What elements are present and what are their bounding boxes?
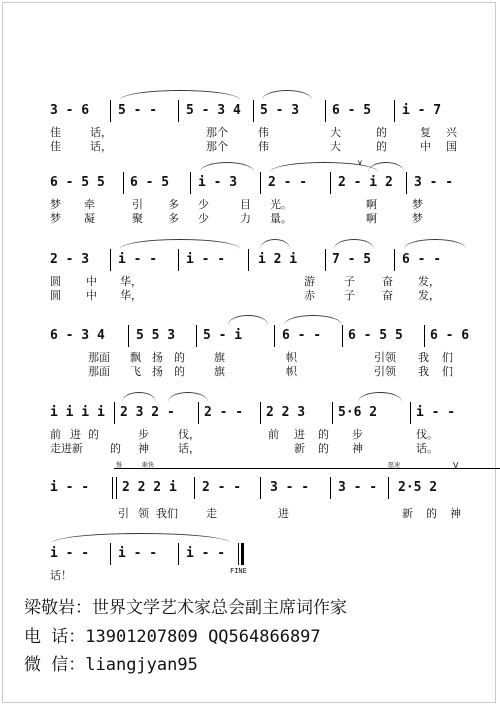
measure: 5 - 3 4 [186, 103, 241, 118]
lyric: 梦 [50, 198, 61, 211]
lyric: 飘 [130, 351, 141, 364]
measure: 5·6 2 [338, 405, 378, 420]
lyric: 游 [304, 275, 315, 288]
barline [196, 325, 197, 347]
barline [330, 477, 331, 499]
measure: 6 - 3 4 [50, 328, 105, 343]
measure: i - - [50, 546, 90, 561]
notes-row-6 [48, 477, 468, 499]
barline [110, 543, 111, 565]
lyric: 奋 [382, 289, 393, 302]
measure: i - - [50, 480, 90, 495]
lyric: 赤 [304, 289, 315, 302]
lyric: 凝 [84, 212, 95, 225]
phone-value: 13901207809 QQ564866897 [85, 627, 321, 647]
lyric: 圆 [50, 289, 61, 302]
lyric: 话！ [50, 569, 72, 582]
measure: i - - [186, 546, 226, 561]
barline [325, 249, 326, 271]
measure: i - - [118, 546, 158, 561]
breath-mark: ∨ [357, 158, 363, 167]
tempo-mark: 愿速 [388, 462, 401, 469]
lyric: 那面 [88, 365, 110, 378]
lyrics-row-1-verse-1 [48, 126, 468, 140]
barline [325, 100, 326, 122]
lyric: 引 [118, 507, 129, 520]
lyric: 我 [418, 351, 429, 364]
lyrics-row-4-verse-1 [48, 351, 468, 365]
measure: 2 3 2 - [120, 405, 175, 420]
lyric: 伐， [178, 428, 200, 441]
lyrics-row-5-verse-2 [48, 442, 468, 456]
lyric: 梦 [412, 198, 423, 211]
lyric: 多 [168, 212, 179, 225]
lyric: 神 [138, 442, 149, 455]
measure: 3 - 6 [50, 103, 90, 118]
lyrics-row-2-verse-1 [48, 198, 468, 212]
measure: i - 3 [198, 175, 238, 190]
lyric: 话， [90, 126, 112, 139]
lyric: 的 [318, 428, 329, 441]
lyric: 大 [330, 140, 341, 153]
measure: 2 - 3 [50, 252, 90, 267]
measure: i i i i [50, 405, 105, 420]
lyric: 少 [198, 212, 209, 225]
lyrics-row-7-verse-1 [48, 569, 468, 583]
lyric: 我们 [156, 507, 178, 520]
wechat-label: 微 信： [24, 655, 86, 675]
measure: 2 - - [202, 480, 242, 495]
lyric: 子 [344, 275, 355, 288]
measure: i - - [118, 252, 158, 267]
measure: 6 - 5 [130, 175, 170, 190]
measure: i 2 i [258, 252, 298, 267]
lyric: 兴 [446, 126, 457, 139]
measure: 2 - - [204, 405, 244, 420]
lyric: 梦 [412, 212, 423, 225]
lyric: 话。 [416, 442, 438, 455]
lyric: 的 [318, 442, 329, 455]
barline [110, 100, 111, 122]
lyric: 多 [168, 198, 179, 211]
lyric: 啊 [366, 212, 377, 225]
measure: 5 5 3 [136, 328, 176, 343]
barline [178, 100, 179, 122]
lyric: 新 [402, 507, 413, 520]
measure: i - - [186, 252, 226, 267]
barline [112, 477, 113, 499]
measure: 6 - 5 5 [348, 328, 403, 343]
lyric: 那个 [206, 140, 228, 153]
lyric: 力 [240, 212, 251, 225]
lyric: 大 [330, 126, 341, 139]
measure: i - - [416, 405, 456, 420]
barline [194, 477, 195, 499]
notes-row-1 [48, 100, 468, 122]
lyric: 进 [70, 428, 81, 441]
measure: 5 - 3 [260, 103, 300, 118]
lyric: 光。 [270, 198, 292, 211]
lyric: 引领 [374, 351, 396, 364]
measure: 6 - 6 [430, 328, 470, 343]
lyric: 神 [450, 507, 461, 520]
tempo-mark: 慢 [116, 462, 123, 469]
barline [178, 249, 179, 271]
lyric: 飞 [130, 365, 141, 378]
measure: 2·5 2 [398, 480, 438, 495]
barline [394, 100, 395, 122]
barline [406, 172, 407, 194]
lyric: 新 [294, 442, 305, 455]
lyric: 伟 [258, 140, 269, 153]
lyric: 我 [418, 365, 429, 378]
lyric: 伐。 [416, 428, 438, 441]
measure: 2 - - [268, 175, 308, 190]
lyric: 的 [110, 442, 121, 455]
wechat-value: liangjyan95 [85, 655, 198, 675]
lyric: 目 [240, 198, 251, 211]
breath-mark: V [453, 461, 459, 470]
tempo-mark: 渐快 [142, 462, 155, 469]
notes-row-3 [48, 249, 468, 271]
lyric: 奋 [382, 275, 393, 288]
lyric: 的 [376, 140, 387, 153]
barline [253, 100, 254, 122]
lyric: 旗 [214, 365, 225, 378]
volta-line [114, 468, 500, 469]
lyrics-row-3-verse-2 [48, 289, 468, 303]
lyric: 话， [178, 442, 200, 455]
barline [274, 325, 275, 347]
lyric: 发， [418, 289, 440, 302]
lyric: 引领 [374, 365, 396, 378]
measure: 7 - 5 [332, 252, 372, 267]
lyric: 梦 [50, 212, 61, 225]
lyric: 中 [86, 289, 97, 302]
barline [332, 402, 333, 424]
lyric: 量。 [270, 212, 292, 225]
lyric: 的 [174, 365, 185, 378]
lyric: 那面 [88, 351, 110, 364]
barline [260, 172, 261, 194]
phone-label: 电 话： [24, 627, 86, 647]
lyric: 中 [86, 275, 97, 288]
lyrics-row-5-verse-1 [48, 428, 468, 442]
barline [410, 402, 411, 424]
author-line: 梁敬岩：世界文学艺术家总会副主席词作家 [24, 598, 347, 618]
lyric: 的 [88, 428, 99, 441]
lyric: 前 [268, 428, 279, 441]
final-barline [241, 543, 244, 565]
measure: 3 - - [414, 175, 454, 190]
lyrics-row-3-verse-1 [48, 275, 468, 289]
barline [388, 477, 389, 499]
barline [116, 477, 117, 499]
lyric: 的 [174, 351, 185, 364]
lyric: 引 [132, 198, 143, 211]
lyric: 们 [442, 365, 453, 378]
lyric: 的 [426, 507, 437, 520]
lyric: 步 [138, 428, 149, 441]
lyric: 话， [90, 140, 112, 153]
measure: 2 2 2 i [122, 480, 177, 495]
barline [260, 402, 261, 424]
barline [238, 543, 239, 565]
barline [110, 249, 111, 271]
barline [394, 249, 395, 271]
notes-row-4 [48, 325, 468, 347]
barline [128, 325, 129, 347]
lyric: 进 [294, 428, 305, 441]
lyric: 走 [206, 507, 217, 520]
measure: i - 7 [402, 103, 442, 118]
fine-mark: FINE [230, 567, 247, 575]
barline [260, 477, 261, 499]
lyric: 们 [442, 351, 453, 364]
lyric: 那个 [206, 126, 228, 139]
lyric: 聚 [132, 212, 143, 225]
lyric: 扬 [152, 351, 163, 364]
lyric: 啊 [366, 198, 377, 211]
lyric: 进 [278, 507, 289, 520]
lyric: 复 [420, 126, 431, 139]
lyrics-row-2-verse-2 [48, 212, 468, 226]
notes-row-5 [48, 402, 468, 424]
measure: 3 - - [338, 480, 378, 495]
lyric: 伟 [258, 126, 269, 139]
measure: 3 - - [270, 480, 310, 495]
lyric: 帜 [286, 351, 297, 364]
lyric: 领 [138, 507, 149, 520]
lyric: 步 [352, 428, 363, 441]
lyric: 子 [344, 289, 355, 302]
measure: 2 - i 2 [338, 175, 393, 190]
barline [178, 543, 179, 565]
lyric: 神 [352, 442, 363, 455]
lyric: 中 [420, 140, 431, 153]
lyric: 前 [50, 428, 61, 441]
lyric: 华， [120, 275, 142, 288]
barline [342, 325, 343, 347]
lyric: 旗 [214, 351, 225, 364]
lyrics-row-6-verse-1 [48, 507, 468, 521]
barline [248, 249, 249, 271]
wechat-line [24, 655, 198, 675]
notes-row-7 [48, 543, 468, 565]
lyric: 佳 [50, 126, 61, 139]
measure: 5 - i [203, 328, 243, 343]
measure: 5 - - [118, 103, 158, 118]
lyric: 扬 [152, 365, 163, 378]
lyric: 圆 [50, 275, 61, 288]
lyric: 牵 [84, 198, 95, 211]
lyric: 帜 [286, 365, 297, 378]
lyric: 少 [198, 198, 209, 211]
lyric: 发， [418, 275, 440, 288]
lyric: 佳 [50, 140, 61, 153]
lyrics-row-1-verse-2 [48, 140, 468, 154]
notes-row-2 [48, 172, 468, 194]
barline [198, 402, 199, 424]
lyric: 的 [376, 126, 387, 139]
phone-line [24, 627, 321, 647]
lyrics-row-4-verse-2 [48, 365, 468, 379]
lyric: 国 [446, 140, 457, 153]
barline [330, 172, 331, 194]
measure: 2 2 3 [266, 405, 306, 420]
barline [114, 402, 115, 424]
barline [123, 172, 124, 194]
lyric: 走进新 [50, 442, 83, 455]
measure: 6 - - [402, 252, 442, 267]
measure: 6 - 5 5 [50, 175, 105, 190]
barline [190, 172, 191, 194]
barline [424, 325, 425, 347]
measure: 6 - 5 [332, 103, 372, 118]
measure: 6 - - [282, 328, 322, 343]
lyric: 华， [120, 289, 142, 302]
